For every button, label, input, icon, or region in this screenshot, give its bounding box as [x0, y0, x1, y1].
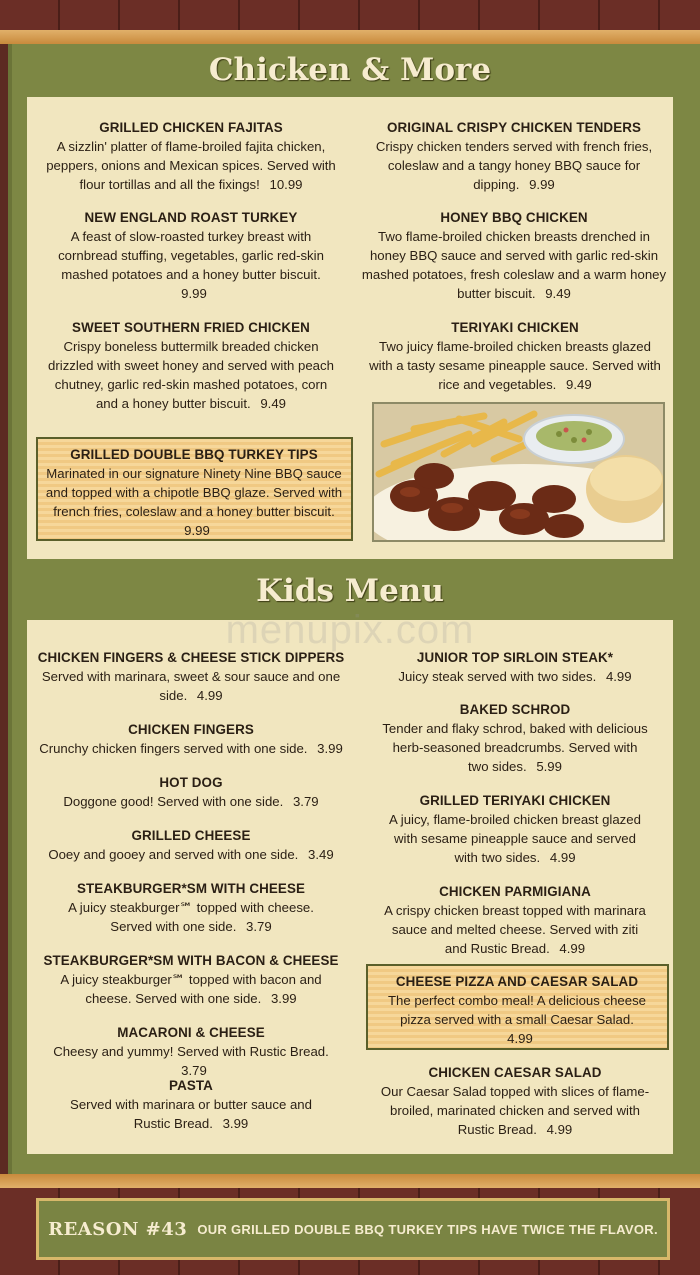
- item-description: Juicy steak served with two sides.: [398, 669, 597, 684]
- item-price: 9.49: [545, 286, 571, 301]
- reason-text: OUR GRILLED DOUBLE BBQ TURKEY TIPS HAVE TWICE THE FLAVOR.: [197, 1221, 658, 1237]
- item-name: CHICKEN CAESAR SALAD: [428, 1065, 602, 1080]
- menu-item: [386, 791, 644, 867]
- item-price: 4.99: [196, 688, 223, 703]
- item-name: CHICKEN PARMIGIANA: [439, 884, 591, 899]
- item-price: 4.99: [549, 850, 576, 865]
- item-price: 3.99: [317, 741, 343, 756]
- item-name: CHICKEN FINGERS: [128, 722, 254, 737]
- item-description: Our Caesar Salad topped with slices of flame-broiled, marinated chicken and served with Rustic Bread.: [380, 1084, 650, 1137]
- item-price: 4.99: [605, 669, 632, 684]
- featured-menu-item: [44, 445, 344, 540]
- item-price: 5.99: [536, 759, 562, 774]
- item-name: NEW ENGLAND ROAST TURKEY: [84, 210, 298, 225]
- item-description: A crispy chicken breast topped with marinara sauce and melted cheese. Served with ziti and Rustic Bread.: [384, 903, 646, 956]
- item-price: 3.49: [308, 847, 334, 862]
- top-brick-border: [0, 0, 700, 30]
- item-price: 3.99: [270, 991, 297, 1006]
- watermark: menupix.com: [225, 608, 475, 652]
- item-name: STEAKBURGER*SM WITH CHEESE: [76, 881, 306, 896]
- item-name: CHICKEN FINGERS & CHEESE STICK DIPPERS: [37, 650, 345, 665]
- item-price: 9.99: [184, 523, 210, 538]
- item-description: Two flame-broiled chicken breasts drenched in honey BBQ sauce and served with garlic red-skin mashed potatoes, fresh coleslaw and a warm honey butter biscuit.: [361, 229, 667, 301]
- item-name: HONEY BBQ CHICKEN: [440, 210, 588, 225]
- item-price: 4.99: [546, 1122, 573, 1137]
- item-price: 4.99: [559, 941, 586, 956]
- item-description: Two juicy flame-broiled chicken breasts glazed with a tasty sesame pineapple sauce. Served with rice and vegetables.: [369, 339, 661, 392]
- item-price: 9.49: [566, 377, 592, 392]
- item-description: Crunchy chicken fingers served with one side.: [39, 741, 308, 756]
- item-name: JUNIOR TOP SIRLOIN STEAK*: [416, 650, 614, 665]
- item-price: 9.99: [529, 177, 555, 192]
- item-description: Served with marinara or butter sauce and Rustic Bread.: [70, 1097, 312, 1131]
- bbq-turkey-tips-illustration: [374, 404, 665, 542]
- item-name: BAKED SCHROD: [459, 702, 571, 717]
- menu-item: [36, 773, 346, 811]
- menu-item: [360, 208, 668, 303]
- item-description: Ooey and gooey and served with one side.: [48, 847, 299, 862]
- menu-item: [48, 318, 334, 413]
- item-name: TERIYAKI CHICKEN: [451, 320, 579, 335]
- reason-banner: [36, 1198, 670, 1260]
- item-name: GRILLED DOUBLE BBQ TURKEY TIPS: [70, 447, 318, 462]
- item-name: CHEESE PIZZA AND CAESAR SALAD: [395, 974, 639, 989]
- menu-item: [36, 826, 346, 864]
- item-name: MACARONI & CHEESE: [117, 1025, 265, 1040]
- item-price: 4.99: [507, 1031, 533, 1046]
- item-name: SWEET SOUTHERN FRIED CHICKEN: [72, 320, 310, 335]
- kids-section-title: Kids Menu: [256, 573, 444, 609]
- item-description: Crispy boneless buttermilk breaded chicken drizzled with sweet honey and served with peach chutney, garlic red-skin mashed potatoes, corn and a honey butter biscuit.: [48, 339, 334, 411]
- featured-menu-item: [384, 972, 650, 1048]
- item-price: 3.79: [246, 919, 272, 934]
- item-name: PASTA: [169, 1078, 213, 1093]
- item-description: Served with marinara, sweet & sour sauce and one side.: [41, 669, 341, 703]
- item-description: Tender and flaky schrod, baked with delicious herb-seasoned breadcrumbs. Served with two sides.: [382, 721, 648, 774]
- item-name: STEAKBURGER*SM WITH BACON & CHEESE: [43, 953, 339, 968]
- item-name: ORIGINAL CRISPY CHICKEN TENDERS: [386, 120, 642, 135]
- item-description: A juicy steakburger℠ topped with cheese. Served with one side.: [68, 900, 314, 934]
- item-price: 9.49: [260, 396, 287, 411]
- menu-item: [368, 318, 662, 394]
- menu-item: [48, 208, 334, 303]
- item-description: A juicy, flame-broiled chicken breast glazed with sesame pineapple sauce and served with two sides.: [389, 812, 641, 865]
- menu-item: [48, 879, 334, 936]
- reason-label: REASON #43: [48, 1218, 188, 1240]
- menu-item: [374, 1063, 656, 1139]
- item-price: 3.79: [181, 1063, 207, 1078]
- item-description: Marinated in our signature Ninety Nine BBQ sauce and topped with a chipotle BBQ glaze. Served with french fries, coleslaw and a honey butter biscuit.: [45, 466, 343, 519]
- item-description: Crispy chicken tenders served with french fries, coleslaw and a tangy honey BBQ sauce for dipping.: [375, 139, 653, 192]
- item-description: Cheesy and yummy! Served with Rustic Bread.: [53, 1044, 329, 1059]
- item-name: HOT DOG: [159, 775, 223, 790]
- menu-item: [36, 118, 346, 194]
- menu-item: [58, 1076, 324, 1133]
- item-description: A sizzlin' platter of flame-broiled fajita chicken, peppers, onions and Mexican spices. Served with flour tortillas and all the fixings!: [46, 139, 336, 192]
- item-price: 9.99: [181, 286, 207, 301]
- chicken-section-title: Chicken & More: [208, 52, 492, 88]
- menu-item: [382, 700, 648, 776]
- menu-item: [36, 1023, 346, 1080]
- menu-item: [368, 648, 662, 686]
- item-description: A feast of slow-roasted turkey breast with cornbread stuffing, vegetables, garlic red-skin mashed potatoes and a honey butter biscuit.: [58, 229, 324, 282]
- item-description: Doggone good! Served with one side.: [63, 794, 284, 809]
- item-name: GRILLED TERIYAKI CHICKEN: [419, 793, 611, 808]
- item-description: A juicy steakburger℠ topped with bacon and cheese. Served with one side.: [60, 972, 322, 1006]
- item-price: 3.79: [292, 794, 319, 809]
- bottom-gold-stripe: [0, 1174, 700, 1188]
- item-price: 10.99: [269, 177, 303, 192]
- menu-item: [40, 951, 342, 1008]
- item-description: The perfect combo meal! A delicious cheese pizza served with a small Caesar Salad.: [387, 993, 647, 1027]
- top-gold-stripe: [0, 30, 700, 44]
- item-name: GRILLED CHEESE: [131, 828, 251, 843]
- menu-item: [36, 720, 346, 758]
- menu-item: [384, 882, 646, 958]
- item-price: 3.99: [222, 1116, 249, 1131]
- food-photo: [372, 402, 665, 542]
- item-name: GRILLED CHICKEN FAJITAS: [99, 120, 283, 135]
- menu-item: [36, 648, 346, 705]
- menu-item: [366, 118, 662, 194]
